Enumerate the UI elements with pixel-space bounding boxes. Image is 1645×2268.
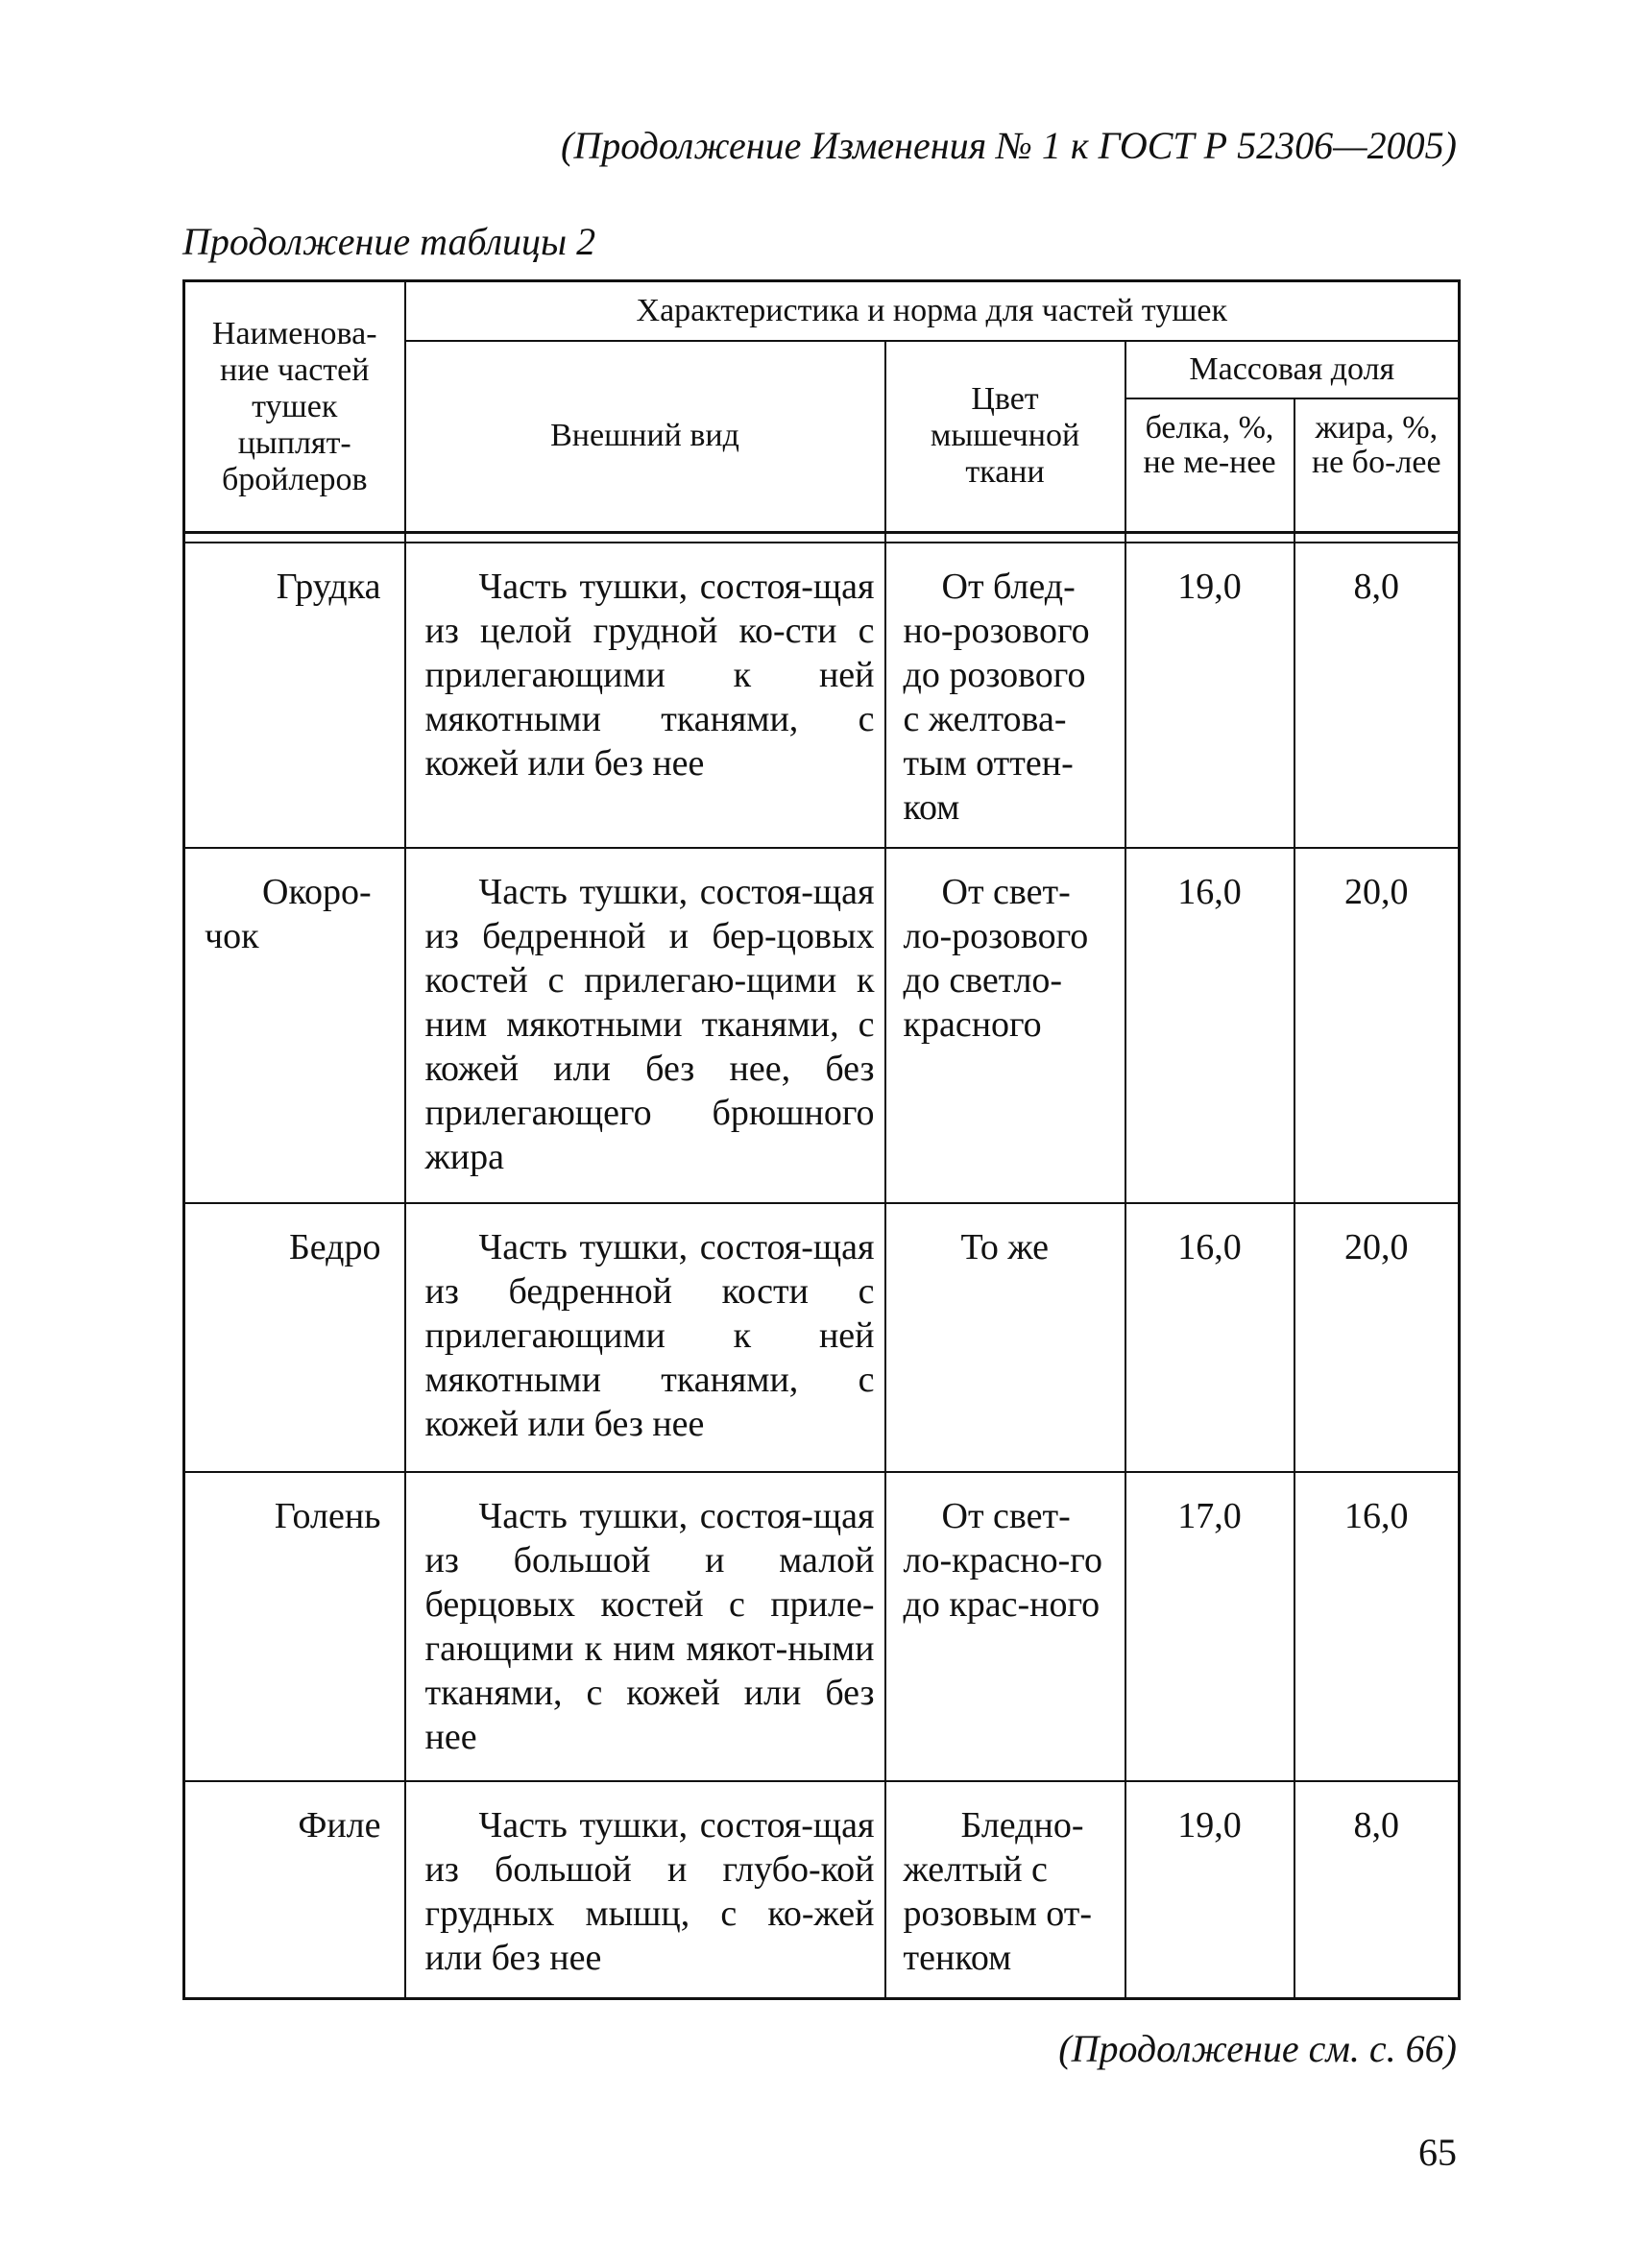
part-appearance: [405, 848, 885, 1203]
protein-value: 19,0: [1125, 1781, 1294, 1999]
part-color: [885, 1472, 1125, 1781]
header-separator: [184, 533, 1460, 543]
part-appearance: [405, 1781, 885, 1999]
spec-table: [182, 279, 1461, 2000]
protein-value: 19,0: [1125, 543, 1294, 848]
protein-value: 17,0: [1125, 1472, 1294, 1781]
part-name: Грудка: [184, 543, 405, 848]
part-color-text: От блед-но-розового до розового с желтова-тым оттен-ком: [903, 567, 1090, 828]
part-color: [885, 543, 1125, 848]
protein-value: 16,0: [1125, 848, 1294, 1203]
header-appearance: Внешний вид: [405, 341, 885, 533]
part-name: Голень: [184, 1472, 405, 1781]
part-appearance-text: Часть тушки, состоя-щая из большой и глубо-кой грудных мышц, с ко-жей или без нее: [424, 1805, 875, 1978]
table-row: [184, 1203, 1460, 1472]
part-color-text: От свет-ло-розового до светло-красного: [903, 872, 1089, 1045]
header-protein: [1125, 398, 1294, 533]
part-color-text: От свет-ло-красно-го до крас-ного: [903, 1496, 1102, 1625]
header-protein-text: белка, %, не ме-нее: [1143, 409, 1276, 480]
part-appearance: [405, 1472, 885, 1781]
fat-value: 20,0: [1294, 848, 1460, 1203]
part-color-text: То же: [960, 1227, 1049, 1267]
part-appearance-text: Часть тушки, состоя-щая из бедренной кости с прилегающими к ней мякотными тканями, с кожей или без нее: [424, 1227, 875, 1444]
header-part-name: [184, 281, 405, 533]
continuation-note: (Продолжение см. с. 66): [1058, 2027, 1457, 2070]
part-appearance: [405, 543, 885, 848]
fat-value: 20,0: [1294, 1203, 1460, 1472]
document-header-note: (Продолжение Изменения № 1 к ГОСТ Р 52306—2005): [561, 124, 1457, 167]
table-row: [184, 1781, 1460, 1999]
table-caption: Продолжение таблицы 2: [182, 220, 596, 263]
part-color: [885, 1203, 1125, 1472]
part-name-text: Окоро-чок: [205, 872, 372, 956]
part-color-text: Бледно-желтый с розовым от-тенком: [903, 1805, 1093, 1978]
part-appearance-text: Часть тушки, состоя-щая из целой грудной ко-сти с прилегающими к ней мякотными тканями, с кожей или без нее: [424, 567, 875, 784]
part-name: Филе: [184, 1781, 405, 1999]
header-muscle-color-text: Цвет мышечной ткани: [930, 381, 1080, 491]
table-row: [184, 1472, 1460, 1781]
header-muscle-color: [885, 341, 1125, 533]
fat-value: 8,0: [1294, 1781, 1460, 1999]
table-row: [184, 848, 1460, 1203]
header-mass-fraction: Массовая доля: [1125, 341, 1460, 398]
fat-value: 16,0: [1294, 1472, 1460, 1781]
part-color: [885, 848, 1125, 1203]
part-name: Бедро: [184, 1203, 405, 1472]
part-color: [885, 1781, 1125, 1999]
header-characteristics: Характеристика и норма для частей тушек: [405, 281, 1460, 341]
part-appearance-text: Часть тушки, состоя-щая из большой и малой берцовых костей с приле-гающими к ним мякот-ными тканями, с кожей или без нее: [424, 1496, 875, 1757]
page-number: 65: [1418, 2131, 1457, 2174]
header-fat-text: жира, %, не бо-лее: [1311, 409, 1441, 480]
table-row: [184, 543, 1460, 848]
header-part-name-text: Наименова-ние частей тушек цыплят-бройлеров: [211, 315, 377, 497]
part-appearance-text: Часть тушки, состоя-щая из бедренной и бер-цовых костей с прилегаю-щими к ним мякотными тканями, с кожей или без нее, без прилегающего брюшного жира: [424, 872, 875, 1177]
protein-value: 16,0: [1125, 1203, 1294, 1472]
part-name: [184, 848, 405, 1203]
part-appearance: [405, 1203, 885, 1472]
header-fat: [1294, 398, 1460, 533]
fat-value: 8,0: [1294, 543, 1460, 848]
